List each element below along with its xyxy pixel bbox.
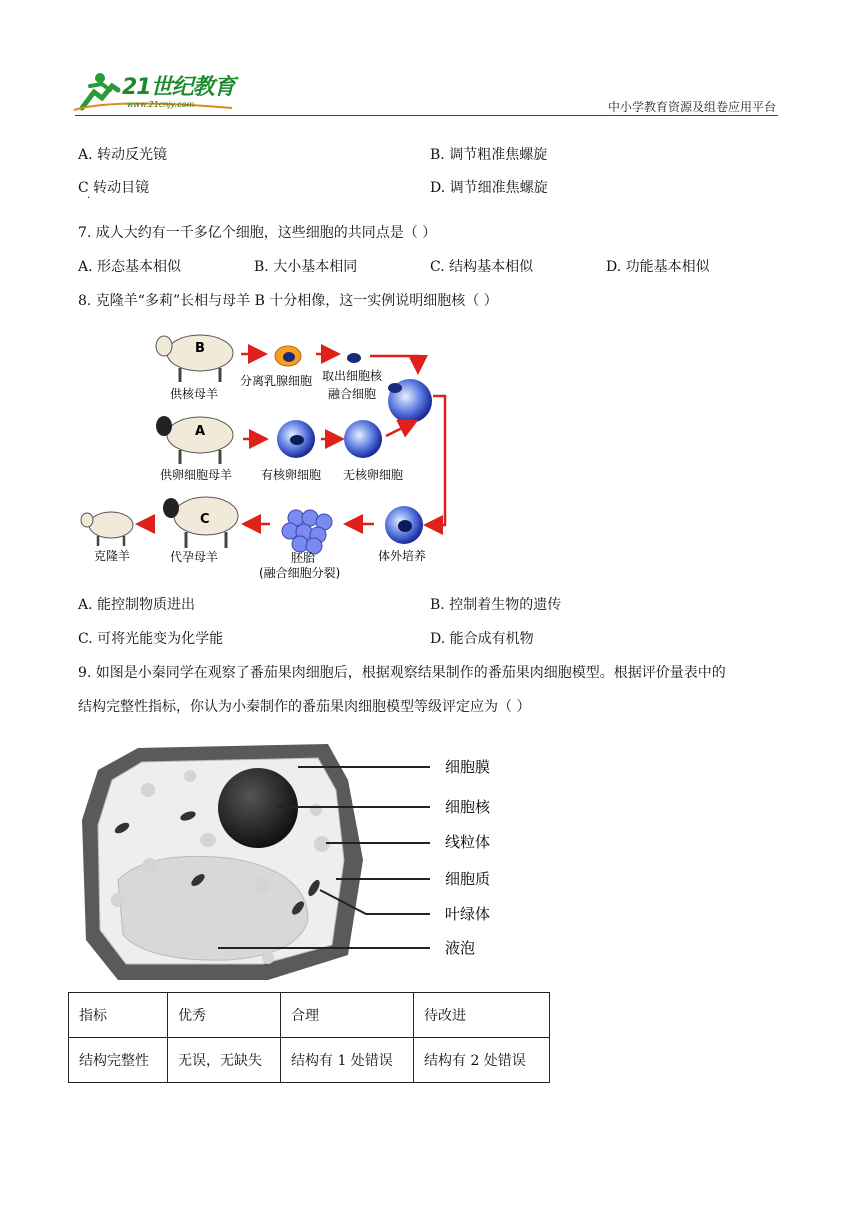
table-header-row (69, 993, 550, 1038)
q7-option-d[interactable]: D. 功能基本相似 (606, 259, 710, 275)
culture-label: 体外培养 (378, 549, 427, 563)
table-header-cell: 合理 (281, 993, 414, 1038)
sheep-b-icon (156, 335, 233, 382)
q8-option-d[interactable]: D. 能合成有机物 (430, 631, 534, 647)
sheep-c-label: C (200, 512, 210, 527)
q8-option-b[interactable]: B. 控制着生物的遗传 (430, 597, 562, 613)
table-cell: 无误，无缺失 (168, 1038, 281, 1083)
evaluation-table (68, 992, 550, 1083)
embryo-label: 胚胎 (291, 551, 316, 565)
embryo-note: (融合细胞分裂) (259, 566, 341, 580)
logo-text: 21世纪教育 (122, 75, 235, 100)
table-row (69, 1038, 550, 1083)
table-header-cell: 待改进 (414, 993, 550, 1038)
q6-option-c[interactable]: C 转动目镜 (78, 180, 150, 196)
q7-option-c[interactable]: C. 结构基本相似 (430, 259, 534, 275)
platform-name: 中小学教育资源及组卷应用平台 (607, 100, 776, 114)
q8-option-a[interactable]: A. 能控制物质进出 (78, 597, 196, 613)
label-membrane: 细胞膜 (445, 758, 491, 776)
clone-label: 克隆羊 (94, 549, 131, 563)
q7-option-b[interactable]: B. 大小基本相同 (254, 259, 358, 275)
table-header-cell: 优秀 (168, 993, 281, 1038)
label-nucleus: 细胞核 (445, 798, 491, 816)
take-nucleus-label: 取出细胞核 (322, 369, 383, 383)
table-cell: 结构有 1 处错误 (281, 1038, 414, 1083)
sheep-a-icon (156, 416, 233, 464)
q9-stem-line1: 9. 如图是小秦同学在观察了番茄果肉细胞后，根据观察结果制作的番茄果肉细胞模型。根据评价量表中的 (78, 665, 726, 681)
isolate-cell-label: 分离乳腺细胞 (240, 374, 313, 388)
donor-egg-label: 供卵细胞母羊 (160, 468, 233, 482)
label-mitochondria: 线粒体 (445, 833, 491, 851)
q8-option-c[interactable]: C. 可将光能变为化学能 (78, 631, 224, 647)
q7-option-a[interactable]: A. 形态基本相似 (78, 259, 182, 275)
q9-stem-line2: 结构完整性指标，你认为小秦制作的番茄果肉细胞模型等级评定应为（ ） (78, 699, 531, 715)
donor-nucleus-label: 供核母羊 (170, 387, 219, 401)
q6-option-b[interactable]: B. 调节粗准焦螺旋 (430, 147, 548, 163)
nucleated-egg-label: 有核卵细胞 (261, 468, 322, 482)
table-cell: 结构有 2 处错误 (414, 1038, 550, 1083)
cell-model-diagram (78, 740, 508, 985)
clone-sheep-icon (81, 512, 133, 546)
label-vacuole: 液泡 (445, 939, 476, 957)
enucleated-egg-label: 无核卵细胞 (343, 468, 404, 482)
sheep-a-label: A (195, 424, 206, 439)
q6-option-a[interactable]: A. 转动反光镜 (78, 147, 168, 163)
q7-stem: 7. 成人大约有一千多亿个细胞，这些细胞的共同点是（ ） (78, 225, 437, 241)
table-cell: 结构完整性 (69, 1038, 168, 1083)
table-header-cell: 指标 (69, 993, 168, 1038)
sheep-c-icon (163, 497, 238, 548)
clone-sheep-diagram (78, 318, 468, 583)
label-chloroplast: 叶绿体 (445, 905, 491, 923)
fuse-cell-label: 融合细胞 (328, 387, 377, 401)
q8-stem: 8. 克隆羊“多莉”长相与母羊 B 十分相像，这一实例说明细胞核（ ） (78, 293, 498, 309)
embryo-icon (282, 510, 332, 554)
label-cytoplasm: 细胞质 (445, 870, 491, 888)
q6-option-c-dot: · (87, 193, 91, 204)
header-divider (75, 115, 778, 116)
surrogate-label: 代孕母羊 (170, 550, 219, 564)
sheep-b-label: B (195, 341, 205, 356)
logo-subtext: www.21cnjy.com (127, 100, 195, 109)
q6-option-d[interactable]: D. 调节细准焦螺旋 (430, 180, 548, 196)
